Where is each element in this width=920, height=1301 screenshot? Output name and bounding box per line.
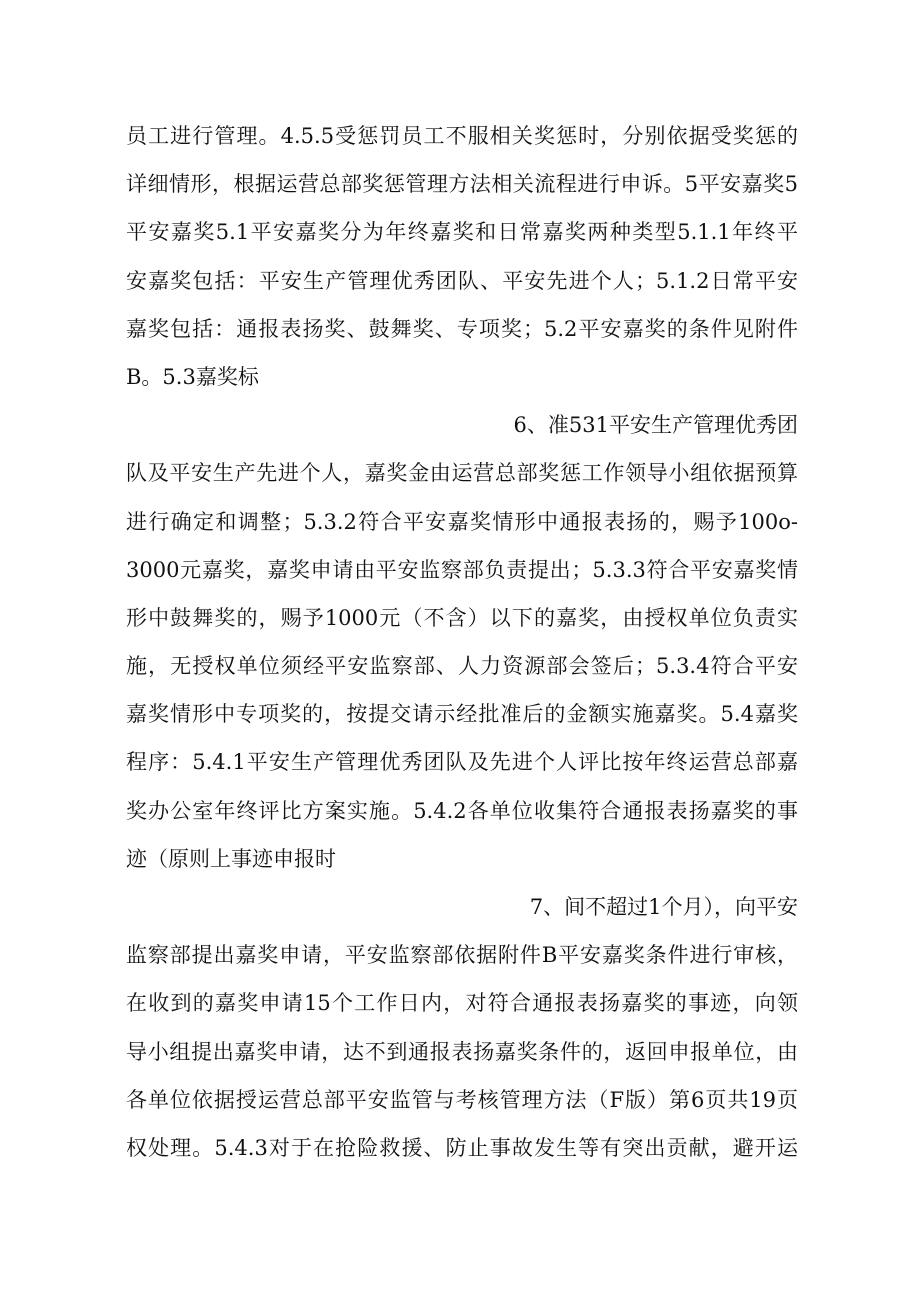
text-line: 平安嘉奖5.1平安嘉奖分为年终嘉奖和日常嘉奖两种类型5.1.1年终平 [126,220,798,245]
text-line: 施，无授权单位须经平安监察部、人力资源部会签后；5.3.4符合平安 [126,654,798,679]
text-line: 嘉奖情形中专项奖的，按提交请示经批准后的金额实施嘉奖。5.4嘉奖 [126,702,798,727]
text-line: 3000元嘉奖，嘉奖申请由平安监察部负责提出；5.3.3符合平安嘉奖情 [126,557,798,582]
text-line: 监察部提出嘉奖申请，平安监察部依据附件B平安嘉奖条件进行审核， [126,943,798,968]
text-line: 进行确定和调整；5.3.2符合平安嘉奖情形中通报表扬的，赐予100o- [126,509,798,534]
text-line: 详细情形，根据运营总部奖惩管理方法相关流程进行申诉。5平安嘉奖5 [126,172,798,197]
text-line: 嘉奖包括：通报表扬奖、鼓舞奖、专项奖；5.2平安嘉奖的条件见附件 [126,316,798,341]
text-line: 员工进行管理。4.5.5受惩罚员工不服相关奖惩时，分别依据受奖惩的 [126,124,798,148]
text-line: 6、准531平安生产管理优秀团 [513,413,798,438]
text-line: 安嘉奖包括：平安生产管理优秀团队、平安先进个人；5.1.2日常平安 [126,268,798,293]
text-line: B。5.3嘉奖标 [126,364,259,389]
text-line: 导小组提出嘉奖申请，达不到通报表扬嘉奖条件的，返回申报单位，由 [126,1039,798,1064]
text-line: 奖办公室年终评比方案实施。5.4.2各单位收集符合通报表扬嘉奖的事 [126,798,798,823]
document-body [126,112,798,1172]
text-line: 在收到的嘉奖申请15个工作日内，对符合通报表扬嘉奖的事迹，向领 [126,991,798,1016]
text-line: 队及平安生产先进个人，嘉奖金由运营总部奖惩工作领导小组依据预算 [126,461,798,486]
text-line: 迹（原则上事迹申报时 [126,846,336,871]
text-line: 权处理。5.4.3对于在抢险救援、防止事故发生等有突出贡献，避开运 [126,1135,798,1160]
text-line: 程序：5.4.1平安生产管理优秀团队及先进个人评比按年终运营总部嘉 [126,750,798,775]
text-line: 各单位依据授运营总部平安监管与考核管理方法（F版）第6页共19页 [126,1087,798,1112]
text-line: 形中鼓舞奖的，赐予1000元（不含）以下的嘉奖，由授权单位负责实 [126,605,798,630]
text-line: 7、间不超过1个月），向平安 [529,895,798,919]
